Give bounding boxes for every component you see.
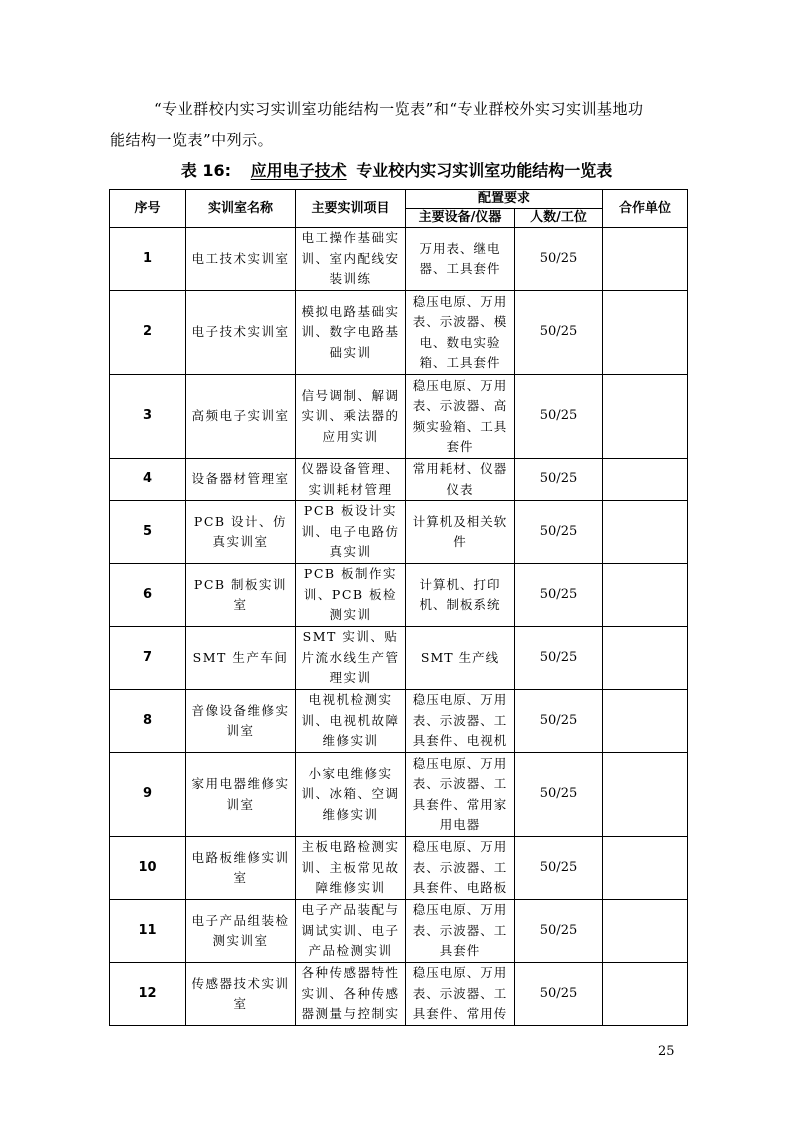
header-no: 序号 xyxy=(110,190,186,228)
row-project: PCB 板制作实训、PCB 板检测实训 xyxy=(296,564,406,627)
table-row xyxy=(110,900,688,963)
row-room: SMT 生产车间 xyxy=(186,627,296,690)
row-partner xyxy=(603,564,688,627)
row-partner xyxy=(603,963,688,1026)
row-room: 电子产品组装检测实训室 xyxy=(186,900,296,963)
caption-major-name: 应用电子技术 xyxy=(250,161,347,180)
row-no: 10 xyxy=(110,837,186,900)
table-row xyxy=(110,564,688,627)
row-capacity: 50/25 xyxy=(515,459,603,501)
row-partner xyxy=(603,459,688,501)
row-capacity: 50/25 xyxy=(515,228,603,291)
row-room: 高频电子实训室 xyxy=(186,375,296,459)
table-row xyxy=(110,753,688,837)
row-no: 1 xyxy=(110,228,186,291)
row-room: 电工技术实训室 xyxy=(186,228,296,291)
row-capacity: 50/25 xyxy=(515,963,603,1026)
row-no: 7 xyxy=(110,627,186,690)
row-no: 9 xyxy=(110,753,186,837)
training-room-table xyxy=(109,189,688,1026)
row-capacity: 50/25 xyxy=(515,837,603,900)
table-row xyxy=(110,690,688,753)
table-row xyxy=(110,291,688,375)
row-capacity: 50/25 xyxy=(515,501,603,564)
intro-line-1: “专业群校内实习实训室功能结构一览表”和“专业群校外实习实训基地功 xyxy=(154,100,644,118)
row-partner xyxy=(603,375,688,459)
row-equipment: 常用耗材、仪器仪表 xyxy=(406,459,515,501)
header-partner: 合作单位 xyxy=(603,190,688,228)
row-equipment: 稳压电原、万用表、示波器、工具套件、常用传 xyxy=(406,963,515,1026)
table-row xyxy=(110,837,688,900)
row-no: 12 xyxy=(110,963,186,1026)
row-equipment: 稳压电原、万用表、示波器、工具套件 xyxy=(406,900,515,963)
header-equipment: 主要设备/仪器 xyxy=(406,209,515,228)
row-room: 电子技术实训室 xyxy=(186,291,296,375)
table-row xyxy=(110,459,688,501)
row-capacity: 50/25 xyxy=(515,690,603,753)
table-row xyxy=(110,375,688,459)
intro-paragraph xyxy=(110,94,690,156)
page-number: 25 xyxy=(658,1044,675,1059)
row-equipment: 稳压电原、万用表、示波器、模电、数电实验箱、工具套件 xyxy=(406,291,515,375)
row-equipment: 计算机、打印机、制板系统 xyxy=(406,564,515,627)
caption-suffix: 专业校内实习实训室功能结构一览表 xyxy=(356,161,613,180)
row-equipment: 稳压电原、万用表、示波器、工具套件、电视机 xyxy=(406,690,515,753)
row-room: PCB 设计、仿真实训室 xyxy=(186,501,296,564)
row-project: 电工操作基础实训、室内配线安装训练 xyxy=(296,228,406,291)
row-room: PCB 制板实训室 xyxy=(186,564,296,627)
row-partner xyxy=(603,900,688,963)
row-no: 11 xyxy=(110,900,186,963)
row-capacity: 50/25 xyxy=(515,900,603,963)
header-config: 配置要求 xyxy=(406,190,603,209)
row-capacity: 50/25 xyxy=(515,753,603,837)
row-equipment: 计算机及相关软件 xyxy=(406,501,515,564)
table-caption xyxy=(0,160,793,182)
row-equipment: SMT 生产线 xyxy=(406,627,515,690)
row-capacity: 50/25 xyxy=(515,291,603,375)
row-project: PCB 板设计实训、电子电路仿真实训 xyxy=(296,501,406,564)
row-room: 电路板维修实训室 xyxy=(186,837,296,900)
row-capacity: 50/25 xyxy=(515,627,603,690)
row-project: 电视机检测实训、电视机故障维修实训 xyxy=(296,690,406,753)
caption-prefix: 表 16: xyxy=(180,161,232,180)
row-equipment: 稳压电原、万用表、示波器、高频实验箱、工具套件 xyxy=(406,375,515,459)
row-partner xyxy=(603,627,688,690)
row-project: 小家电维修实训、冰箱、空调维修实训 xyxy=(296,753,406,837)
row-project: 主板电路检测实训、主板常见故障维修实训 xyxy=(296,837,406,900)
row-equipment: 稳压电原、万用表、示波器、工具套件、电路板 xyxy=(406,837,515,900)
row-no: 2 xyxy=(110,291,186,375)
row-no: 8 xyxy=(110,690,186,753)
row-project: 各种传感器特性实训、各种传感器测量与控制实 xyxy=(296,963,406,1026)
row-no: 4 xyxy=(110,459,186,501)
row-project: 仪器设备管理、实训耗材管理 xyxy=(296,459,406,501)
header-room: 实训室名称 xyxy=(186,190,296,228)
row-partner xyxy=(603,690,688,753)
table-row xyxy=(110,501,688,564)
row-project: 信号调制、解调实训、乘法器的应用实训 xyxy=(296,375,406,459)
header-capacity: 人数/工位 xyxy=(515,209,603,228)
row-partner xyxy=(603,501,688,564)
row-no: 5 xyxy=(110,501,186,564)
row-project: SMT 实训、贴片流水线生产管理实训 xyxy=(296,627,406,690)
row-no: 6 xyxy=(110,564,186,627)
row-partner xyxy=(603,228,688,291)
table-row xyxy=(110,228,688,291)
row-room: 音像设备维修实训室 xyxy=(186,690,296,753)
row-partner xyxy=(603,753,688,837)
table-row xyxy=(110,963,688,1026)
row-partner xyxy=(603,837,688,900)
row-equipment: 稳压电原、万用表、示波器、工具套件、常用家用电器 xyxy=(406,753,515,837)
intro-line-2: 能结构一览表”中列示。 xyxy=(110,131,274,149)
row-room: 设备器材管理室 xyxy=(186,459,296,501)
row-project: 模拟电路基础实训、数字电路基础实训 xyxy=(296,291,406,375)
row-no: 3 xyxy=(110,375,186,459)
row-room: 传感器技术实训室 xyxy=(186,963,296,1026)
row-capacity: 50/25 xyxy=(515,375,603,459)
row-room: 家用电器维修实训室 xyxy=(186,753,296,837)
header-project: 主要实训项目 xyxy=(296,190,406,228)
row-project: 电子产品装配与调试实训、电子产品检测实训 xyxy=(296,900,406,963)
row-capacity: 50/25 xyxy=(515,564,603,627)
row-equipment: 万用表、继电器、工具套件 xyxy=(406,228,515,291)
row-partner xyxy=(603,291,688,375)
table-row xyxy=(110,627,688,690)
